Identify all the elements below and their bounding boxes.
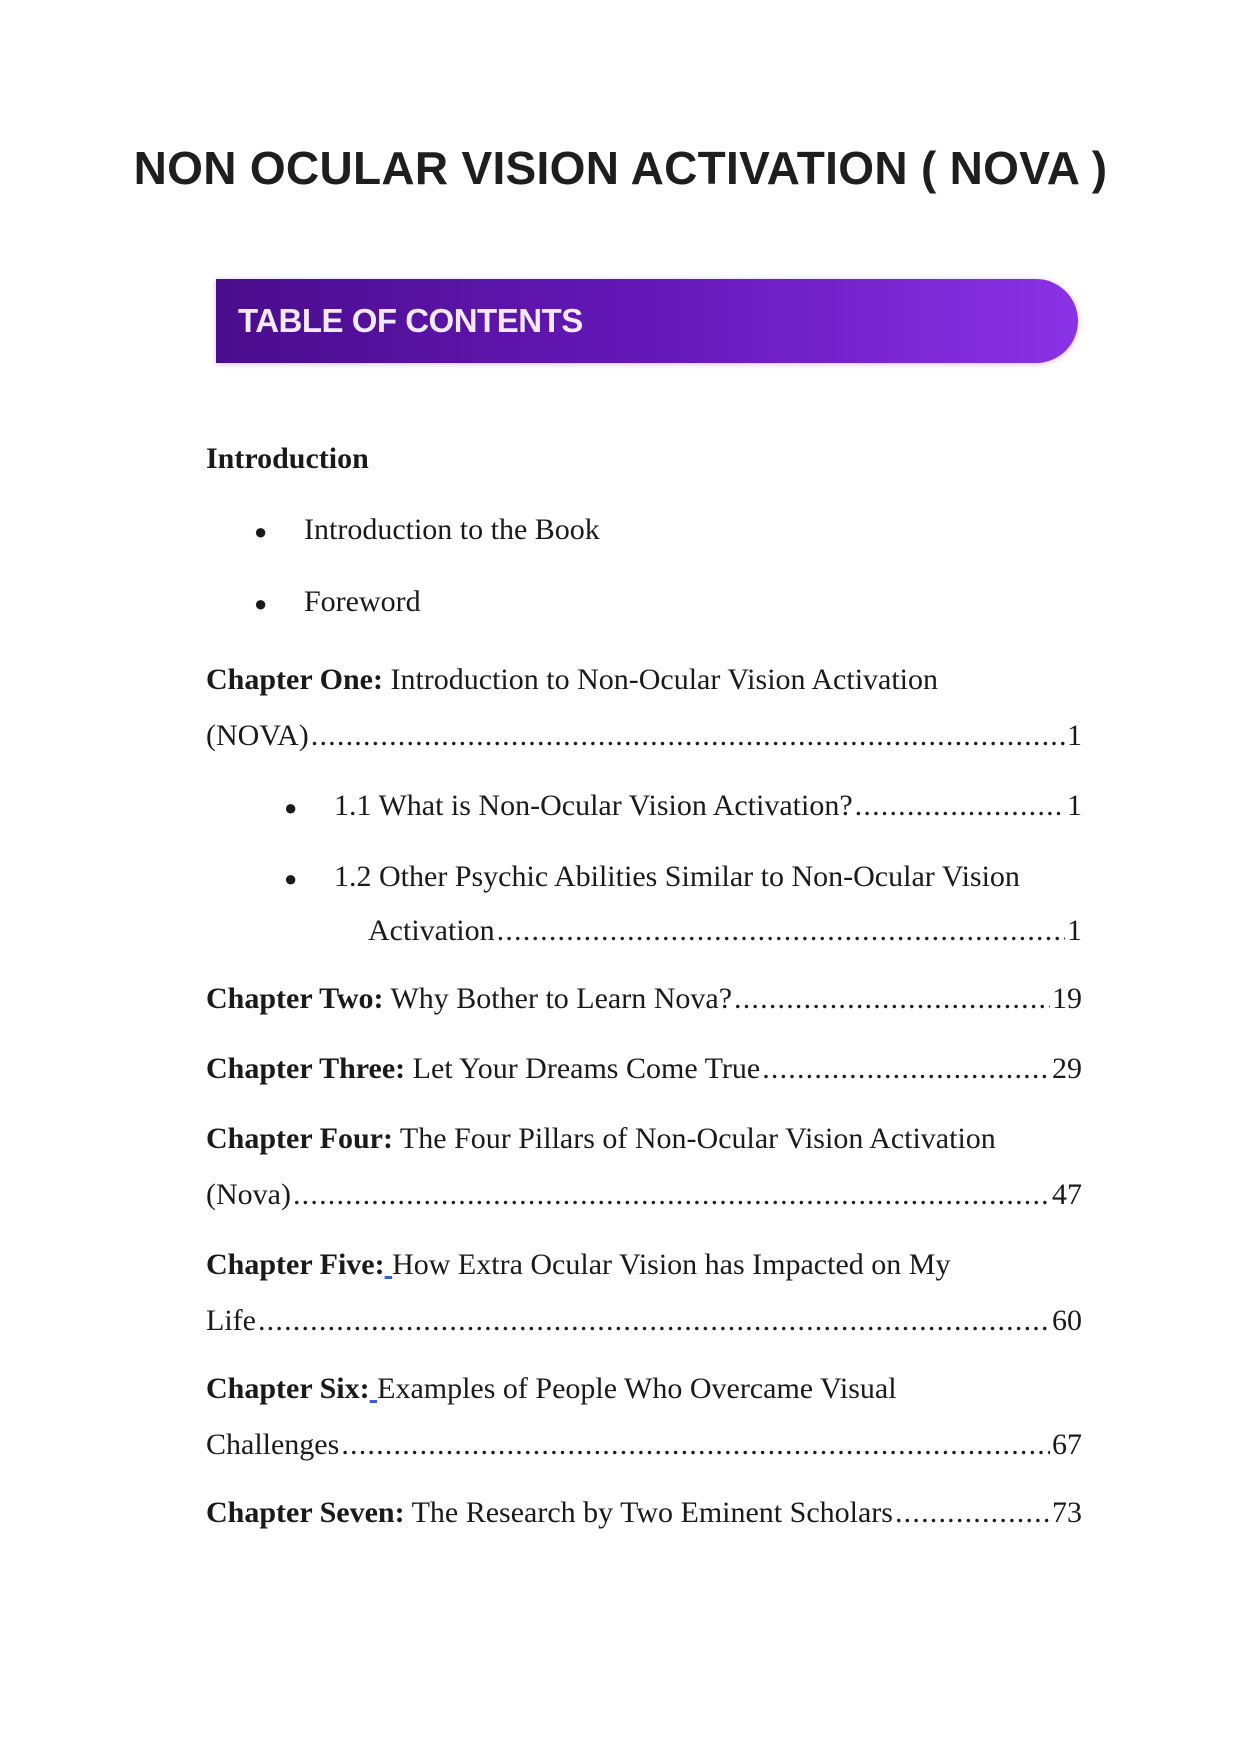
leader-dots bbox=[895, 1494, 1050, 1532]
toc-banner bbox=[216, 279, 1078, 363]
chapter-three-label: Chapter Three: bbox=[206, 1052, 406, 1085]
underline-mark bbox=[385, 1248, 393, 1281]
chapter-two-page: 19 bbox=[1052, 982, 1082, 1015]
chapter-seven-page: 73 bbox=[1052, 1496, 1082, 1529]
toc-banner-label: TABLE OF CONTENTS bbox=[238, 302, 583, 339]
leader-dots bbox=[341, 1426, 1050, 1464]
leader-dots bbox=[734, 980, 1050, 1018]
toc-chapter-six-line2[interactable] bbox=[206, 1426, 1082, 1464]
chapter-three-title: Let Your Dreams Come True bbox=[405, 1052, 761, 1085]
toc-section-1-2-line2[interactable] bbox=[368, 912, 1082, 950]
section-1-2-page: 1 bbox=[1067, 914, 1082, 947]
underline-mark bbox=[370, 1372, 378, 1405]
toc-intro-item-book[interactable]: Introduction to the Book bbox=[304, 513, 600, 546]
leader-dots bbox=[762, 1050, 1050, 1088]
toc-chapter-one-line1[interactable] bbox=[206, 661, 938, 699]
chapter-five-title: How Extra Ocular Vision has Impacted on My bbox=[392, 1248, 951, 1281]
section-1-1-page: 1 bbox=[1067, 789, 1082, 822]
toc-intro-item-foreword[interactable]: Foreword bbox=[304, 585, 421, 618]
leader-dots bbox=[293, 1176, 1050, 1214]
leader-dots bbox=[497, 912, 1065, 950]
chapter-four-page: 47 bbox=[1052, 1178, 1082, 1211]
chapter-one-title: Introduction to Non-Ocular Vision Activation bbox=[382, 663, 939, 696]
chapter-seven-label: Chapter Seven: bbox=[206, 1496, 405, 1529]
toc-chapter-two[interactable] bbox=[206, 980, 1082, 1018]
bullet-icon: ● bbox=[254, 519, 268, 544]
chapter-five-page: 60 bbox=[1052, 1304, 1082, 1337]
chapter-two-label: Chapter Two: bbox=[206, 982, 384, 1015]
chapter-six-label: Chapter Six: bbox=[206, 1372, 370, 1405]
toc-chapter-six-line1[interactable] bbox=[206, 1370, 897, 1408]
toc-chapter-five-line2[interactable] bbox=[206, 1302, 1082, 1340]
section-1-1-title: 1.1 What is Non-Ocular Vision Activation? bbox=[334, 789, 853, 822]
chapter-five-title-cont: Life bbox=[206, 1304, 256, 1337]
toc-section-1-1[interactable] bbox=[334, 787, 1082, 825]
toc-chapter-one-line2[interactable] bbox=[206, 717, 1082, 755]
chapter-two-title: Why Bother to Learn Nova? bbox=[383, 982, 733, 1015]
chapter-four-title: The Four Pillars of Non-Ocular Vision Activation bbox=[392, 1122, 996, 1155]
chapter-five-label: Chapter Five: bbox=[206, 1248, 385, 1281]
chapter-seven-title: The Research by Two Eminent Scholars bbox=[404, 1496, 893, 1529]
bullet-icon: ● bbox=[284, 795, 298, 820]
toc-section-1-2-line1[interactable]: 1.2 Other Psychic Abilities Similar to Non-Ocular Vision bbox=[334, 860, 1020, 893]
toc-chapter-four-line1[interactable] bbox=[206, 1120, 996, 1158]
leader-dots bbox=[258, 1302, 1050, 1340]
toc-chapter-seven[interactable] bbox=[206, 1494, 1082, 1532]
chapter-one-page: 1 bbox=[1067, 719, 1082, 752]
chapter-one-label: Chapter One: bbox=[206, 663, 383, 696]
chapter-six-page: 67 bbox=[1052, 1428, 1082, 1461]
chapter-four-title-cont: (Nova) bbox=[206, 1178, 291, 1211]
chapter-four-label: Chapter Four: bbox=[206, 1122, 393, 1155]
bullet-icon: ● bbox=[284, 866, 298, 891]
chapter-one-title-cont: (NOVA) bbox=[206, 719, 309, 752]
leader-dots bbox=[311, 717, 1065, 755]
toc-chapter-five-line1[interactable] bbox=[206, 1246, 950, 1284]
toc-chapter-three[interactable] bbox=[206, 1050, 1082, 1088]
chapter-three-page: 29 bbox=[1052, 1052, 1082, 1085]
chapter-six-title: Examples of People Who Overcame Visual bbox=[377, 1372, 897, 1405]
bullet-icon: ● bbox=[254, 591, 268, 616]
section-1-2-title-cont: Activation bbox=[368, 914, 495, 947]
document-title: NON OCULAR VISION ACTIVATION ( NOVA ) bbox=[133, 142, 1108, 194]
chapter-six-title-cont: Challenges bbox=[206, 1428, 340, 1461]
toc-chapter-four-line2[interactable] bbox=[206, 1176, 1082, 1214]
toc-introduction-heading: Introduction bbox=[206, 442, 369, 475]
leader-dots bbox=[855, 787, 1065, 825]
